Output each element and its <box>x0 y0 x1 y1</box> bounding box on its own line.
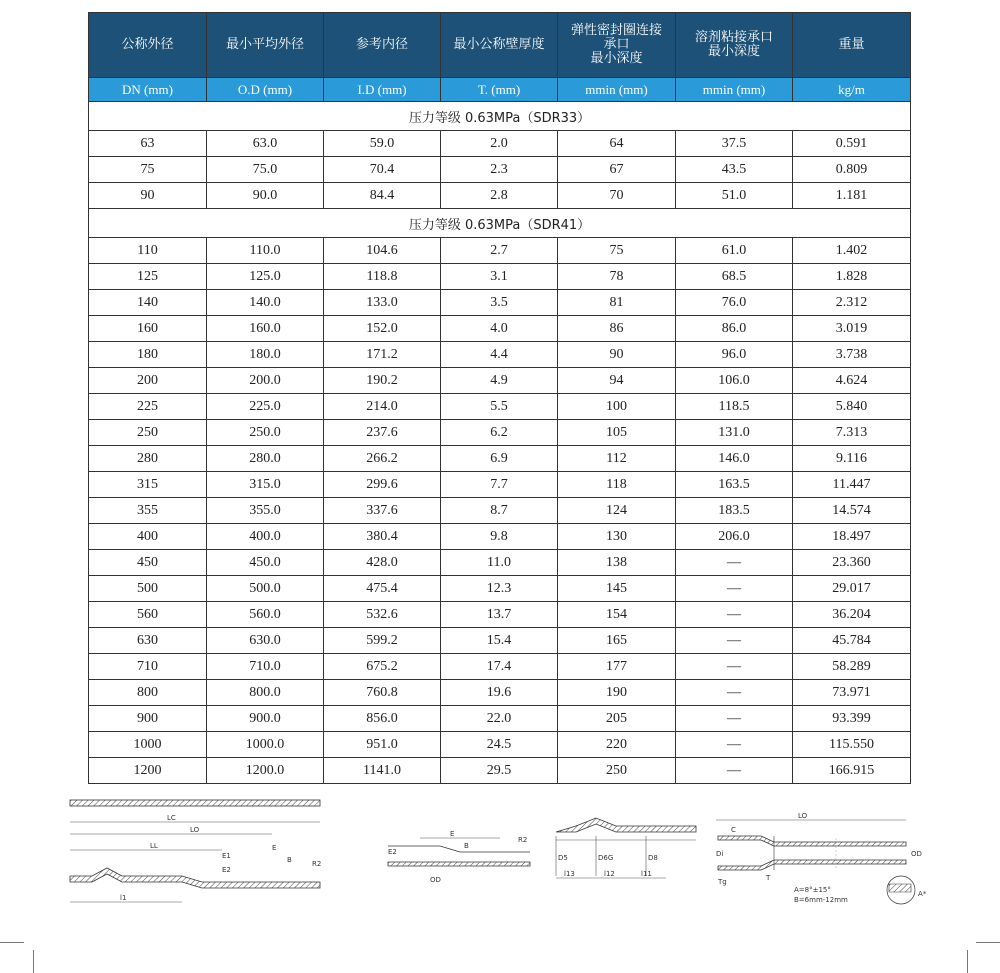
cell-mmin-seal: 94 <box>558 368 676 394</box>
label-depth: B=6mm-12mm <box>794 896 848 904</box>
header-weight: 重量 <box>793 13 911 78</box>
cell-mmin-seal: 124 <box>558 498 676 524</box>
label-di: Di <box>716 850 724 858</box>
label-a-star: A* <box>918 890 927 898</box>
cell-id: 380.4 <box>324 524 441 550</box>
cell-dn: 355 <box>89 498 207 524</box>
cell-weight: 0.809 <box>793 157 911 183</box>
cell-weight: 9.116 <box>793 446 911 472</box>
cell-mmin-solvent: — <box>676 602 793 628</box>
cell-mmin-solvent: — <box>676 680 793 706</box>
cell-mmin-solvent: 118.5 <box>676 394 793 420</box>
group-row <box>89 102 911 131</box>
table-row <box>89 368 911 394</box>
cell-dn: 225 <box>89 394 207 420</box>
table-row <box>89 264 911 290</box>
cell-weight: 73.971 <box>793 680 911 706</box>
table-row <box>89 524 911 550</box>
cell-id: 84.4 <box>324 183 441 209</box>
cell-mmin-seal: 78 <box>558 264 676 290</box>
cell-id: 152.0 <box>324 316 441 342</box>
unit-dn: DN (mm) <box>89 78 207 102</box>
cell-mmin-solvent: 43.5 <box>676 157 793 183</box>
cell-mmin-seal: 70 <box>558 183 676 209</box>
cell-weight: 18.497 <box>793 524 911 550</box>
cell-mmin-solvent: 76.0 <box>676 290 793 316</box>
cell-mmin-seal: 75 <box>558 238 676 264</box>
cell-dn: 1200 <box>89 758 207 784</box>
cell-dn: 200 <box>89 368 207 394</box>
cell-dn: 63 <box>89 131 207 157</box>
cell-mmin-solvent: 131.0 <box>676 420 793 446</box>
table-row <box>89 576 911 602</box>
cell-weight: 115.550 <box>793 732 911 758</box>
cell-weight: 166.915 <box>793 758 911 784</box>
header-od: 最小平均外径 <box>207 13 324 78</box>
cell-mmin-seal: 86 <box>558 316 676 342</box>
cell-t: 3.5 <box>441 290 558 316</box>
cell-t: 4.0 <box>441 316 558 342</box>
cell-t: 2.3 <box>441 157 558 183</box>
cell-t: 19.6 <box>441 680 558 706</box>
cell-dn: 630 <box>89 628 207 654</box>
label-l13: l13 <box>564 870 575 878</box>
label-e1: E1 <box>222 852 231 860</box>
header-dn: 公称外径 <box>89 13 207 78</box>
cell-id: 760.8 <box>324 680 441 706</box>
cell-mmin-seal: 177 <box>558 654 676 680</box>
cell-mmin-seal: 250 <box>558 758 676 784</box>
cell-id: 266.2 <box>324 446 441 472</box>
cell-t: 2.7 <box>441 238 558 264</box>
table-row <box>89 550 911 576</box>
table-row <box>89 680 911 706</box>
cell-mmin-seal: 105 <box>558 420 676 446</box>
table-row <box>89 157 911 183</box>
cell-od: 630.0 <box>207 628 324 654</box>
label-e-b: E <box>450 830 455 838</box>
pressure-group-title: 压力等级 0.63MPa（SDR33） <box>89 102 911 131</box>
label-r2-b: R2 <box>518 836 528 844</box>
cell-weight: 3.019 <box>793 316 911 342</box>
cell-mmin-solvent: 68.5 <box>676 264 793 290</box>
cell-id: 214.0 <box>324 394 441 420</box>
table-row <box>89 238 911 264</box>
cell-mmin-seal: 138 <box>558 550 676 576</box>
cell-od: 160.0 <box>207 316 324 342</box>
table-row <box>89 498 911 524</box>
cell-mmin-solvent: 61.0 <box>676 238 793 264</box>
cell-weight: 45.784 <box>793 628 911 654</box>
cell-mmin-solvent: — <box>676 550 793 576</box>
cell-dn: 500 <box>89 576 207 602</box>
table-row <box>89 290 911 316</box>
cell-mmin-seal: 118 <box>558 472 676 498</box>
cell-t: 2.0 <box>441 131 558 157</box>
cell-od: 250.0 <box>207 420 324 446</box>
cell-od: 450.0 <box>207 550 324 576</box>
cell-weight: 23.360 <box>793 550 911 576</box>
cell-od: 90.0 <box>207 183 324 209</box>
dim-lc: LC <box>167 814 176 822</box>
table-row <box>89 602 911 628</box>
cell-mmin-seal: 205 <box>558 706 676 732</box>
cell-weight: 2.312 <box>793 290 911 316</box>
cell-t: 9.8 <box>441 524 558 550</box>
cell-id: 171.2 <box>324 342 441 368</box>
cell-mmin-solvent: — <box>676 576 793 602</box>
cell-t: 24.5 <box>441 732 558 758</box>
label-od-b: OD <box>911 850 922 858</box>
cell-t: 3.1 <box>441 264 558 290</box>
pressure-group-title: 压力等级 0.63MPa（SDR41） <box>89 209 911 238</box>
cell-weight: 0.591 <box>793 131 911 157</box>
cell-dn: 450 <box>89 550 207 576</box>
crop-mark-left <box>33 950 34 973</box>
cell-mmin-solvent: — <box>676 706 793 732</box>
unit-weight: kg/m <box>793 78 911 102</box>
cell-dn: 140 <box>89 290 207 316</box>
cell-dn: 710 <box>89 654 207 680</box>
cell-t: 15.4 <box>441 628 558 654</box>
cell-weight: 14.574 <box>793 498 911 524</box>
cell-mmin-solvent: — <box>676 758 793 784</box>
label-t: T <box>766 874 771 882</box>
cell-id: 337.6 <box>324 498 441 524</box>
unit-t: T. (mm) <box>441 78 558 102</box>
cell-od: 560.0 <box>207 602 324 628</box>
label-lo: LO <box>798 812 808 820</box>
group-row <box>89 209 911 238</box>
cell-od: 180.0 <box>207 342 324 368</box>
cell-weight: 1.402 <box>793 238 911 264</box>
header-id: 参考内径 <box>324 13 441 78</box>
cell-weight: 93.399 <box>793 706 911 732</box>
cell-od: 500.0 <box>207 576 324 602</box>
cell-od: 900.0 <box>207 706 324 732</box>
crop-mark-right-h <box>976 942 1000 943</box>
label-b: B <box>287 856 292 864</box>
dim-l1: l1 <box>120 894 127 902</box>
cell-mmin-seal: 90 <box>558 342 676 368</box>
cell-weight: 29.017 <box>793 576 911 602</box>
cell-id: 104.6 <box>324 238 441 264</box>
label-l12: l12 <box>604 870 615 878</box>
cell-od: 280.0 <box>207 446 324 472</box>
cell-mmin-solvent: 86.0 <box>676 316 793 342</box>
cell-mmin-seal: 112 <box>558 446 676 472</box>
cell-mmin-seal: 165 <box>558 628 676 654</box>
cell-mmin-seal: 220 <box>558 732 676 758</box>
label-c: C <box>731 826 736 834</box>
solvent-socket-diagram <box>706 808 936 918</box>
cell-mmin-seal: 145 <box>558 576 676 602</box>
cell-dn: 900 <box>89 706 207 732</box>
label-l11: l11 <box>641 870 652 878</box>
header-mmin-solvent: 溶剂粘接承口 最小深度 <box>676 13 793 78</box>
cell-dn: 280 <box>89 446 207 472</box>
gasket-groove-diagram <box>546 806 706 892</box>
cell-weight: 1.828 <box>793 264 911 290</box>
label-b-b: B <box>464 842 469 850</box>
cell-weight: 1.181 <box>793 183 911 209</box>
label-tg: Tg <box>718 878 727 886</box>
cell-dn: 125 <box>89 264 207 290</box>
cell-dn: 90 <box>89 183 207 209</box>
cell-id: 133.0 <box>324 290 441 316</box>
cell-dn: 315 <box>89 472 207 498</box>
cell-mmin-seal: 67 <box>558 157 676 183</box>
cell-id: 237.6 <box>324 420 441 446</box>
table-row <box>89 342 911 368</box>
table-row <box>89 316 911 342</box>
table-row <box>89 446 911 472</box>
pipe-socket-diagram-2 <box>380 820 540 890</box>
cell-od: 110.0 <box>207 238 324 264</box>
table-row <box>89 472 911 498</box>
cell-mmin-solvent: — <box>676 628 793 654</box>
cell-mmin-solvent: 96.0 <box>676 342 793 368</box>
cell-mmin-solvent: — <box>676 732 793 758</box>
cell-id: 675.2 <box>324 654 441 680</box>
cell-mmin-solvent: 51.0 <box>676 183 793 209</box>
cell-od: 710.0 <box>207 654 324 680</box>
cell-weight: 58.289 <box>793 654 911 680</box>
cell-mmin-solvent: 163.5 <box>676 472 793 498</box>
cell-od: 225.0 <box>207 394 324 420</box>
header-t: 最小公称壁厚度 <box>441 13 558 78</box>
cell-mmin-seal: 130 <box>558 524 676 550</box>
cell-id: 951.0 <box>324 732 441 758</box>
label-e2: E2 <box>222 866 231 874</box>
cell-dn: 160 <box>89 316 207 342</box>
cell-id: 59.0 <box>324 131 441 157</box>
pipe-socket-diagram-1 <box>62 792 330 910</box>
cell-od: 75.0 <box>207 157 324 183</box>
cell-mmin-solvent: 146.0 <box>676 446 793 472</box>
table-row <box>89 654 911 680</box>
cell-mmin-solvent: 106.0 <box>676 368 793 394</box>
cell-od: 315.0 <box>207 472 324 498</box>
cell-id: 299.6 <box>324 472 441 498</box>
cell-dn: 180 <box>89 342 207 368</box>
cell-weight: 4.624 <box>793 368 911 394</box>
cell-mmin-solvent: 206.0 <box>676 524 793 550</box>
cell-mmin-seal: 81 <box>558 290 676 316</box>
label-d6g: D6G <box>598 854 614 862</box>
label-e: E <box>272 844 277 852</box>
table-row <box>89 394 911 420</box>
table-row <box>89 131 911 157</box>
cell-od: 355.0 <box>207 498 324 524</box>
table-body <box>89 102 911 784</box>
cell-mmin-seal: 190 <box>558 680 676 706</box>
cell-weight: 7.313 <box>793 420 911 446</box>
cell-mmin-seal: 154 <box>558 602 676 628</box>
cell-od: 63.0 <box>207 131 324 157</box>
cell-t: 5.5 <box>441 394 558 420</box>
cell-od: 400.0 <box>207 524 324 550</box>
cell-dn: 1000 <box>89 732 207 758</box>
dim-lo: LO <box>190 826 200 834</box>
unit-od: O.D (mm) <box>207 78 324 102</box>
header-mmin-seal: 弹性密封圈连接 承口 最小深度 <box>558 13 676 78</box>
crop-mark-left-h <box>0 942 24 943</box>
cell-id: 70.4 <box>324 157 441 183</box>
cell-t: 2.8 <box>441 183 558 209</box>
cell-od: 125.0 <box>207 264 324 290</box>
cell-mmin-solvent: 183.5 <box>676 498 793 524</box>
table-row <box>89 758 911 784</box>
cell-od: 200.0 <box>207 368 324 394</box>
cell-od: 140.0 <box>207 290 324 316</box>
cell-dn: 560 <box>89 602 207 628</box>
table-row <box>89 732 911 758</box>
cell-dn: 75 <box>89 157 207 183</box>
header-row <box>89 13 911 78</box>
cell-mmin-seal: 100 <box>558 394 676 420</box>
cell-dn: 250 <box>89 420 207 446</box>
unit-mmin-solvent: mmin (mm) <box>676 78 793 102</box>
cell-dn: 800 <box>89 680 207 706</box>
cell-id: 532.6 <box>324 602 441 628</box>
cell-weight: 3.738 <box>793 342 911 368</box>
cell-mmin-seal: 64 <box>558 131 676 157</box>
cell-t: 4.4 <box>441 342 558 368</box>
table-row <box>89 628 911 654</box>
cell-od: 1000.0 <box>207 732 324 758</box>
label-angle: A=8°±15° <box>794 886 831 894</box>
cell-dn: 400 <box>89 524 207 550</box>
cell-id: 118.8 <box>324 264 441 290</box>
cell-t: 8.7 <box>441 498 558 524</box>
cell-t: 6.2 <box>441 420 558 446</box>
table-row <box>89 706 911 732</box>
cell-id: 1141.0 <box>324 758 441 784</box>
cell-t: 7.7 <box>441 472 558 498</box>
cell-id: 190.2 <box>324 368 441 394</box>
cell-od: 800.0 <box>207 680 324 706</box>
cell-id: 599.2 <box>324 628 441 654</box>
crop-mark-right <box>967 950 968 973</box>
unit-mmin-seal: mmin (mm) <box>558 78 676 102</box>
cell-weight: 36.204 <box>793 602 911 628</box>
cell-t: 12.3 <box>441 576 558 602</box>
cell-t: 17.4 <box>441 654 558 680</box>
cell-mmin-solvent: — <box>676 654 793 680</box>
table-row <box>89 420 911 446</box>
cell-t: 6.9 <box>441 446 558 472</box>
table-row <box>89 183 911 209</box>
label-e2-b: E2 <box>388 848 397 856</box>
cell-t: 11.0 <box>441 550 558 576</box>
cell-id: 856.0 <box>324 706 441 732</box>
cell-id: 475.4 <box>324 576 441 602</box>
label-d8: D8 <box>648 854 658 862</box>
label-od: OD <box>430 876 441 884</box>
dim-ll: LL <box>150 842 158 850</box>
unit-row <box>89 78 911 102</box>
label-d5: D5 <box>558 854 568 862</box>
cell-weight: 11.447 <box>793 472 911 498</box>
unit-id: I.D (mm) <box>324 78 441 102</box>
cell-dn: 110 <box>89 238 207 264</box>
cell-id: 428.0 <box>324 550 441 576</box>
cell-weight: 5.840 <box>793 394 911 420</box>
cell-mmin-solvent: 37.5 <box>676 131 793 157</box>
cell-t: 29.5 <box>441 758 558 784</box>
label-r2: R2 <box>312 860 322 868</box>
cell-t: 4.9 <box>441 368 558 394</box>
cell-t: 13.7 <box>441 602 558 628</box>
pipe-spec-table <box>88 12 911 784</box>
cell-od: 1200.0 <box>207 758 324 784</box>
cell-t: 22.0 <box>441 706 558 732</box>
